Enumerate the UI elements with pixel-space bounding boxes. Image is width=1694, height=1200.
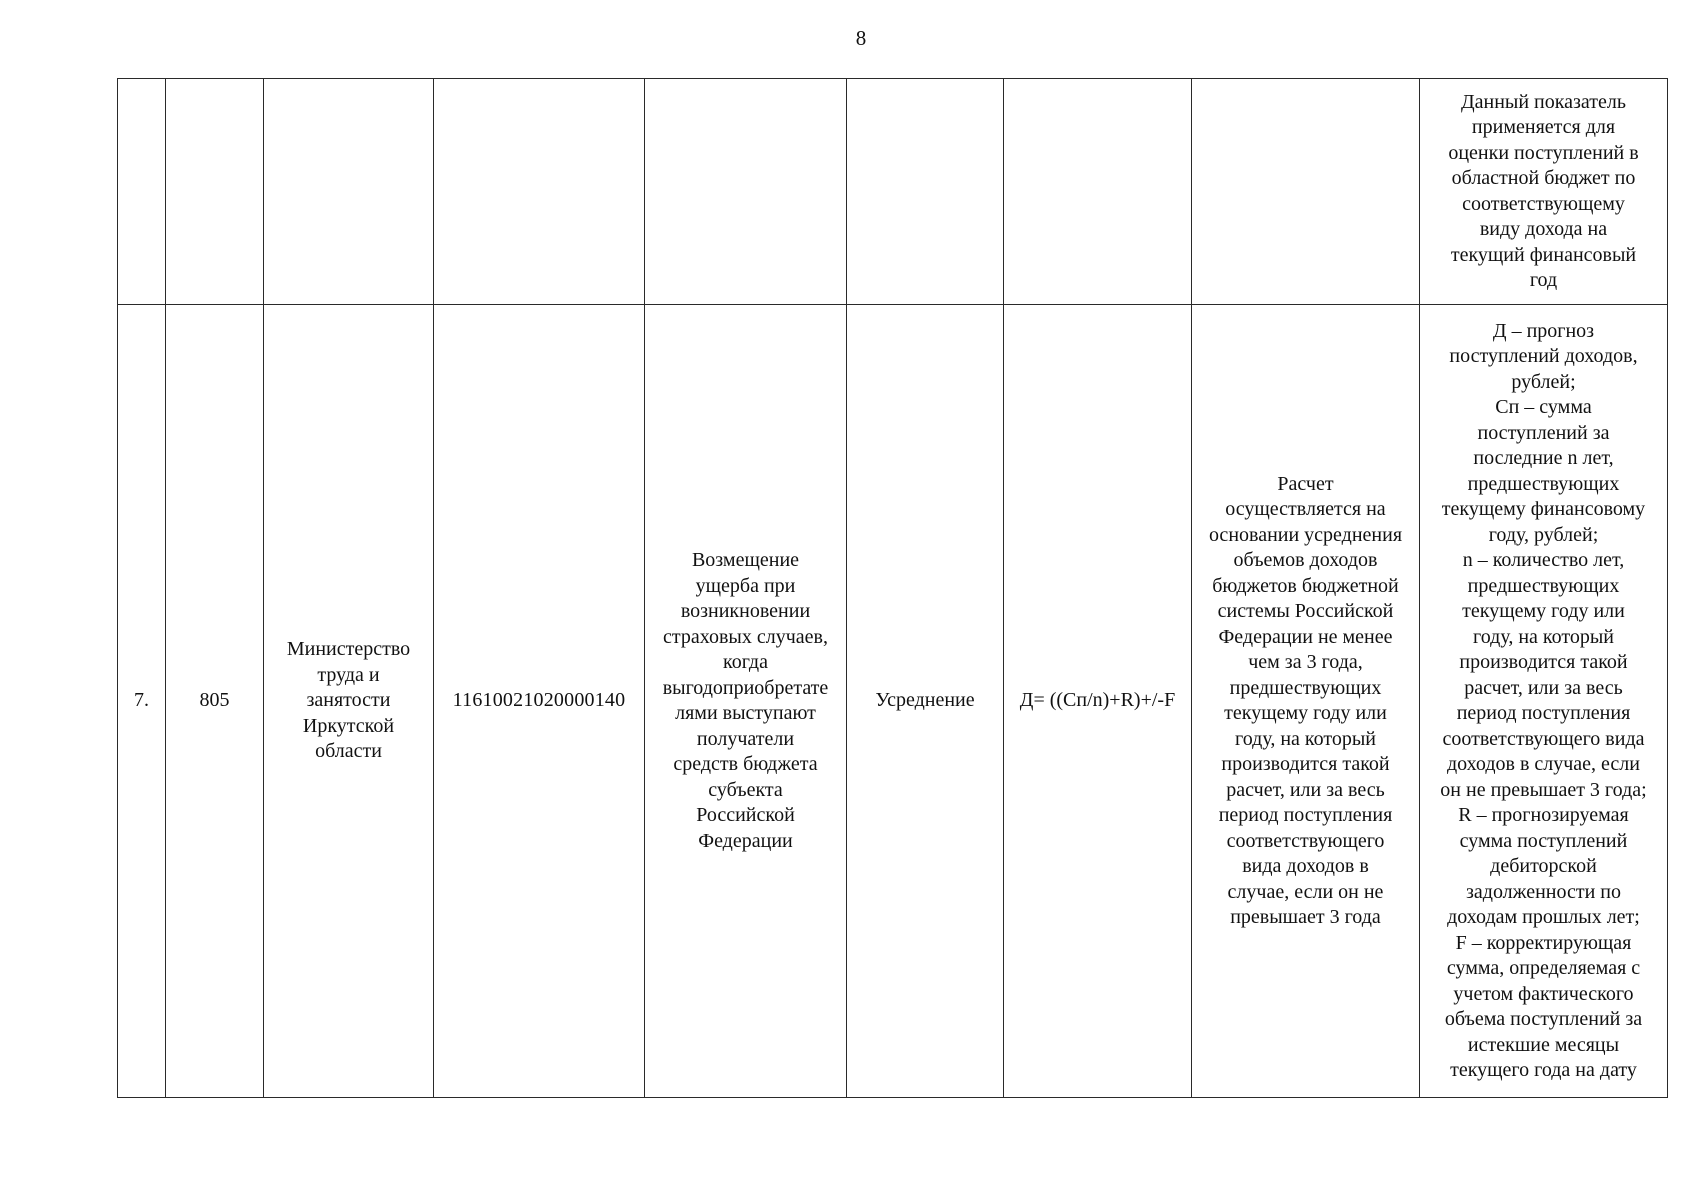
cell-empty [1192, 79, 1420, 305]
cell-kbk-code: 11610021020000140 [434, 305, 645, 1098]
cell-income-name: Возмещение ущерба при возникновении страховых случаев, когда выгодоприобретате лями выступают получатели средств бюджета субъекта Российской Федерации [645, 305, 847, 1098]
page-number: 8 [855, 26, 867, 50]
cell-empty [645, 79, 847, 305]
cell-empty [264, 79, 434, 305]
cell-empty [1004, 79, 1192, 305]
table-row [118, 305, 1668, 1098]
cell-administrator: Министерство труда и занятости Иркутской области [264, 305, 434, 1098]
cell-row-index: 7. [118, 305, 166, 1098]
cell-empty [166, 79, 264, 305]
cell-forecast-method: Усреднение [847, 305, 1004, 1098]
cell-empty [847, 79, 1004, 305]
cell-parameters-note: Данный показатель применяется для оценки поступлений в областной бюджет по соответствующему виду дохода на текущий финансовый год [1420, 79, 1668, 305]
cell-parameters: Д – прогноз поступлений доходов, рублей; Сп – сумма поступлений за последние n лет, предшествующих текущему финансовому году, рублей; n – количество лет, предшествующих текущему году или году, на который производится такой расчет, или за весь период поступления соответствующего вида доходов в случае, если он не превышает 3 года; R – прогнозируемая сумма поступлений дебиторской задолженности по доходам прошлых лет; F – корректирующая сумма, определяемая с учетом фактического объема поступлений за истекшие месяцы текущего года на дату [1420, 305, 1668, 1098]
cell-empty [434, 79, 645, 305]
cell-formula: Д= ((Сп/n)+R)+/-F [1004, 305, 1192, 1098]
cell-algorithm: Расчет осуществляется на основании усреднения объемов доходов бюджетов бюджетной системы Российской Федерации не менее чем за 3 года, предшествующих текущему году или году, на который производится такой расчет, или за весь период поступления соответствующего вида доходов в случае, если он не превышает 3 года [1192, 305, 1420, 1098]
cell-admin-code: 805 [166, 305, 264, 1098]
methodology-table [117, 78, 1668, 1098]
cell-empty [118, 79, 166, 305]
table-row [118, 79, 1668, 305]
